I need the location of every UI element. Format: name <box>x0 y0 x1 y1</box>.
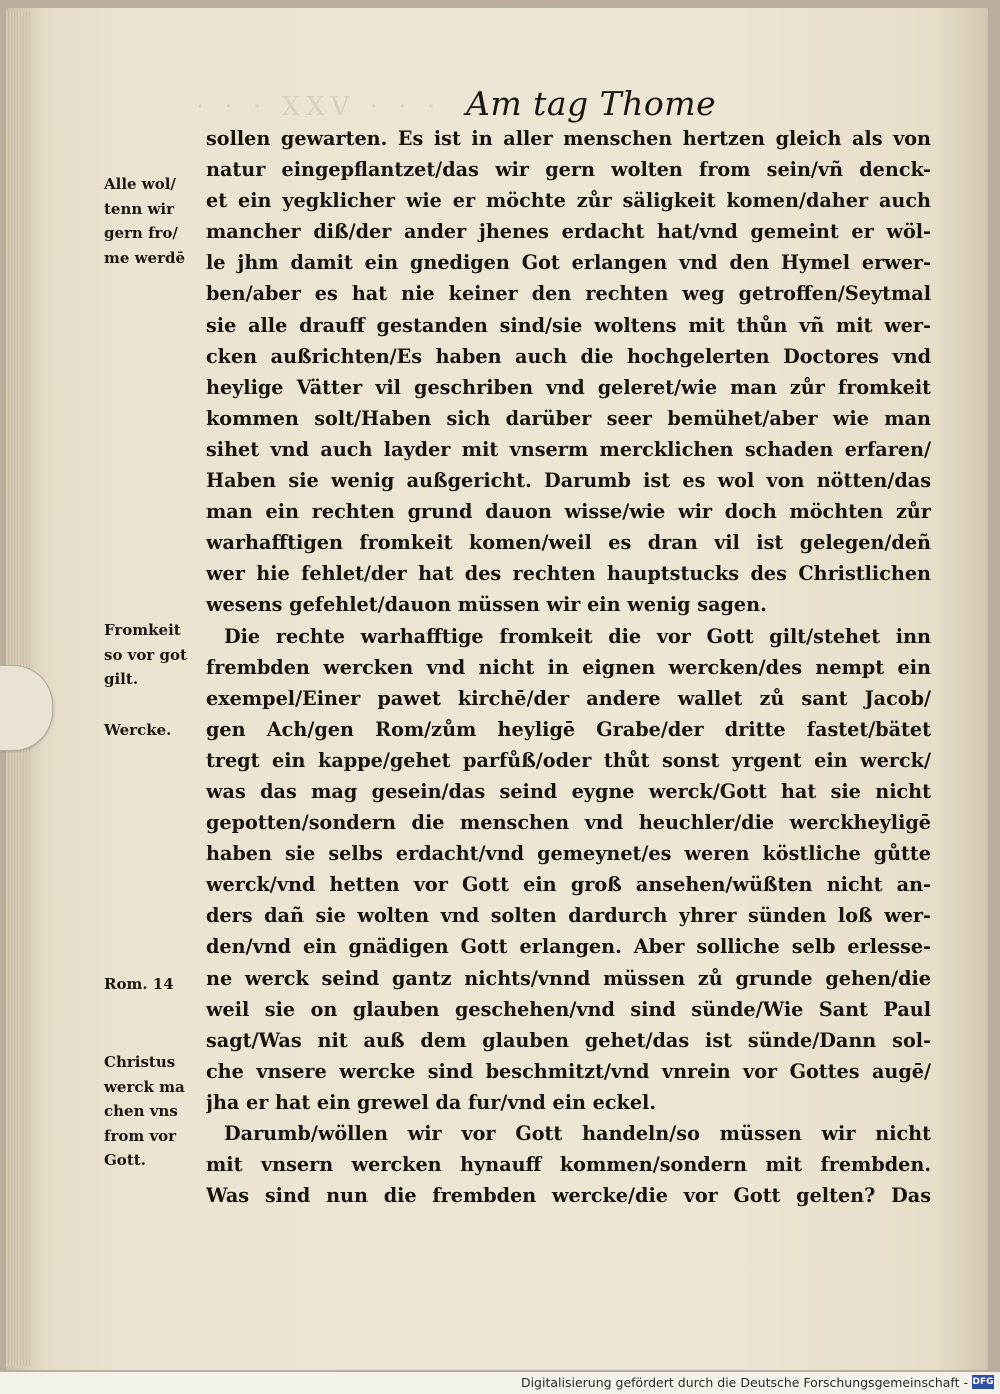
text-line: mit vnsern wercken hynauff kommen/sondern mit frembden. <box>206 1153 931 1177</box>
text-line: ders dañ sie wolten vnd solten dardurch yhrer sünden loß wer- <box>206 904 931 928</box>
text-line: gepotten/sondern die menschen vnd heuchler/die werckheyligē <box>206 811 931 835</box>
text-line: wesens gefehlet/dauon müssen wir ein wenig sagen. <box>206 593 767 617</box>
text-line: ben/aber es hat nie keiner den rechten weg getroffen/Seytmal <box>206 282 931 306</box>
text-line: sollen gewarten. Es ist in aller menschen hertzen gleich als von <box>206 127 931 150</box>
margin-note <box>104 172 204 270</box>
margin-note-line: Rom. 14 <box>104 975 174 993</box>
text-line: jha er hat ein grewel da fur/vnd ein eckel. <box>206 1090 657 1114</box>
text-line: was das mag gesein/das seind eygne werck/Gott hat sie nicht <box>206 779 931 803</box>
margin-note-line: me werdē <box>104 248 186 267</box>
show-through-text: · · · XXV · · · <box>196 92 441 122</box>
dfg-logo-icon: DFG <box>972 1377 994 1387</box>
text-line: mancher diß/der ander jhenes erdacht hat/vnd gemeint er wöl- <box>206 220 931 244</box>
text-line: Die rechte warhafftige fromkeit die vor Gott gilt/stehet inn <box>224 624 931 648</box>
text-line: wer hie fehlet/der hat des rechten hauptstucks des Christlichen <box>206 562 931 586</box>
margin-note-line: tenn wir <box>104 199 175 218</box>
text-line: gen Ach/gen Rom/zům heyligē Grabe/der dritte fastet/bätet <box>206 717 931 741</box>
text-line: ne werck seind gantz nichts/vnnd müssen zů grunde gehen/die <box>206 966 931 990</box>
text-line: weil sie on glauben geschehen/vnd sind sünde/Wie Sant Paul <box>206 997 931 1021</box>
margin-note <box>104 1050 204 1173</box>
text-line: heylige Vätter vil geschriben vnd geleret/wie man zůr fromkeit <box>206 375 931 399</box>
text-line: Haben sie wenig außgericht. Darumb ist es wol von nötten/das <box>206 469 931 493</box>
text-line: che vnsere wercke sind beschmitzt/vnd vnrein vor Gottes augē/ <box>206 1059 931 1083</box>
margin-note-line: gern fro/ <box>104 224 178 242</box>
text-line: cken außrichten/Es haben auch die hochgelerten Doctores vnd <box>206 344 931 368</box>
body-text <box>206 123 931 1211</box>
margin-note <box>104 972 204 997</box>
text-line: natur eingepflantzet/das wir gern wolten from sein/vñ denck- <box>206 158 931 182</box>
footer-credit: Digitalisierung gefördert durch die Deutsche Forschungsgemeinschaft - <box>520 1375 968 1390</box>
text-line: werck/vnd hetten vor Gott ein groß ansehen/wüßten nicht an- <box>206 873 931 897</box>
text-line: sie alle drauff gestanden sind/sie woltens mit thůn vñ mit wer- <box>206 313 931 337</box>
text-line: man ein rechten grund dauon wisse/wie wir doch möchten zůr <box>206 500 931 524</box>
text-line: tregt ein kappe/gehet parfůß/oder thůt sonst yrgent ein werck/ <box>206 748 931 772</box>
margin-note-line: chen vns <box>104 1102 178 1120</box>
text-line: exempel/Einer pawet kirchē/der andere wallet zů sant Jacob/ <box>206 686 931 710</box>
margin-note-line: Wercke. <box>104 721 172 739</box>
footer-bar <box>0 1372 1000 1394</box>
page-header: Am tag Thome <box>466 84 717 123</box>
text-line: sagt/Was nit auß dem glauben gehet/das ist sünde/Dann sol- <box>206 1028 931 1052</box>
text-line: sihet vnd auch layder mit vnserm mercklichen schaden erfaren/ <box>206 437 931 461</box>
text-line: le jhm damit ein gnedigen Got erlangen vnd den Hymel erwer- <box>206 251 931 275</box>
margin-note-line: Gott. <box>104 1151 146 1169</box>
margin-note-line: werck ma <box>104 1077 185 1096</box>
text-line: den/vnd ein gnädigen Gott erlangen. Aber solliche selb erlesse- <box>206 935 931 959</box>
margin-note <box>104 718 204 743</box>
text-line: kommen solt/Haben sich darüber seer bemühet/aber wie man <box>206 406 931 430</box>
text-line: frembden wercken vnd nicht in eignen wercken/des nempt ein <box>206 655 931 679</box>
margin-note-line: Christus <box>104 1053 176 1071</box>
margin-note-line: gilt. <box>104 670 139 688</box>
text-line: warhafftigen fromkeit komen/weil es dran vil ist gelegen/deñ <box>206 531 931 555</box>
margin-note-line: from vor <box>104 1126 177 1145</box>
text-line: Was sind nun die frembden wercke/die vor Gott gelten? Das <box>206 1184 931 1208</box>
margin-note-line: Fromkeit <box>104 621 181 639</box>
text-line: haben sie selbs erdacht/vnd gemeynet/es weren köstliche gůtte <box>206 842 931 866</box>
text-line: et ein yegklicher wie er möchte zůr säligkeit komen/daher auch <box>206 189 931 213</box>
text-line: Darumb/wöllen wir vor Gott handeln/so müssen wir nicht <box>224 1122 931 1145</box>
margin-note-line: Alle wol/ <box>104 175 176 193</box>
margin-note <box>104 618 204 692</box>
margin-note-line: so vor got <box>104 645 187 664</box>
